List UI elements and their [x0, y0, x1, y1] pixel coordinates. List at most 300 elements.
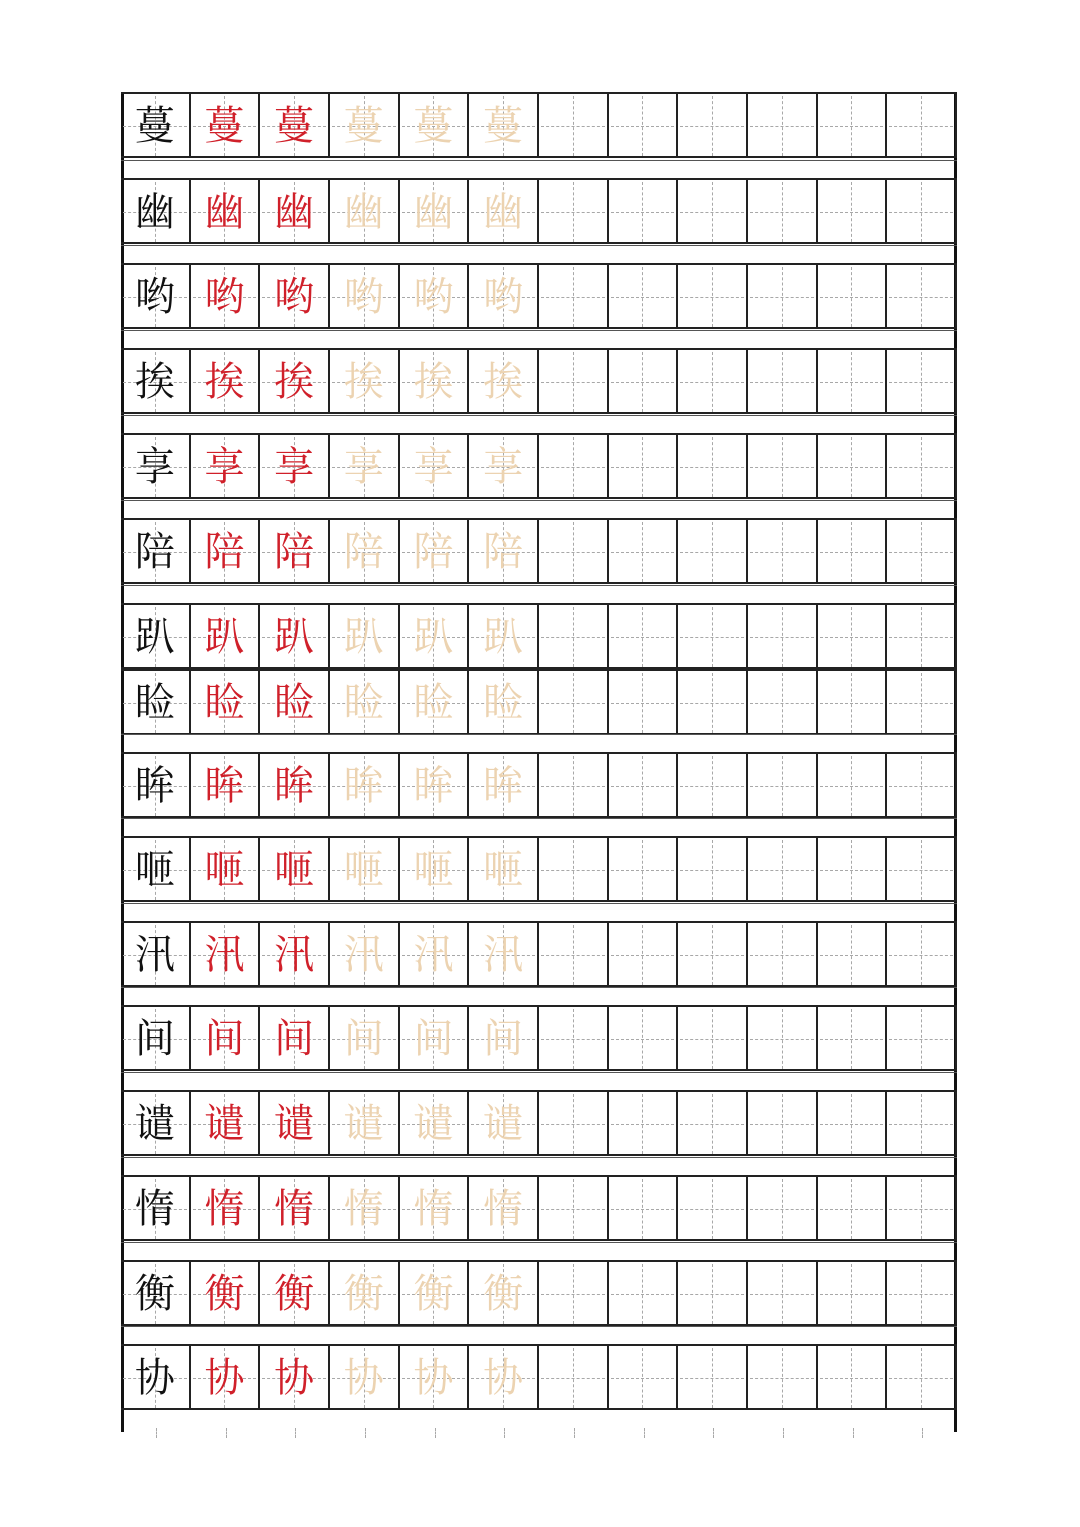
- writing-cell: [818, 180, 888, 244]
- trace-character: 陪: [483, 529, 524, 575]
- writing-cell: [121, 1177, 191, 1241]
- writing-cell: [539, 520, 609, 584]
- trace-character: 蔓: [483, 103, 524, 149]
- trace-character: 汛: [483, 932, 524, 978]
- writing-cell: [887, 435, 957, 499]
- writing-cell: [260, 923, 330, 987]
- writing-cell: [400, 1262, 470, 1326]
- red-example-character: 咂: [274, 847, 315, 893]
- trace-character: 咂: [413, 847, 454, 893]
- writing-cell: [191, 923, 261, 987]
- trace-character: 蔓: [413, 103, 454, 149]
- gap-rule: [121, 1072, 957, 1073]
- writing-cell: [469, 435, 539, 499]
- model-character: 谴: [134, 1101, 175, 1147]
- writing-cell: [330, 671, 400, 735]
- writing-cell: [678, 838, 748, 902]
- model-character: 眸: [134, 763, 175, 809]
- gap-rule: [121, 245, 957, 246]
- trace-character: 惰: [483, 1186, 524, 1232]
- red-example-character: 挨: [204, 359, 245, 405]
- trace-character: 享: [483, 444, 524, 490]
- writing-cell: [191, 1007, 261, 1071]
- writing-cell: [330, 350, 400, 414]
- gap-rule: [121, 160, 957, 161]
- gap-rule: [121, 500, 957, 501]
- bottom-partial-row: [121, 1428, 957, 1438]
- writing-cell: [609, 520, 679, 584]
- writing-cell: [330, 1177, 400, 1241]
- writing-cell: [260, 1177, 330, 1241]
- writing-cell: [887, 1007, 957, 1071]
- writing-cell: [260, 605, 330, 669]
- writing-cell: [469, 265, 539, 329]
- writing-cell: [818, 671, 888, 735]
- writing-cell: [330, 94, 400, 158]
- model-character: 趴: [134, 614, 175, 660]
- writing-cell: [260, 265, 330, 329]
- trace-character: 眸: [483, 763, 524, 809]
- gap-rule: [121, 734, 957, 735]
- writing-cell: [887, 520, 957, 584]
- cell-tick: [574, 1428, 576, 1438]
- writing-cell: [539, 1177, 609, 1241]
- red-example-character: 陪: [274, 529, 315, 575]
- writing-cell: [260, 1346, 330, 1410]
- practice-row: [121, 92, 957, 158]
- writing-cell: [400, 1346, 470, 1410]
- writing-cell: [191, 671, 261, 735]
- model-character: 惰: [134, 1186, 175, 1232]
- trace-character: 挨: [413, 359, 454, 405]
- red-example-character: 睑: [274, 680, 315, 726]
- writing-cell: [539, 605, 609, 669]
- writing-cell: [818, 1007, 888, 1071]
- writing-cell: [330, 754, 400, 818]
- writing-cell: [330, 435, 400, 499]
- cell-tick: [922, 1428, 924, 1438]
- practice-sheet: [121, 92, 957, 1432]
- writing-cell: [818, 350, 888, 414]
- trace-character: 挨: [343, 359, 384, 405]
- row-bottom-rule: [121, 900, 957, 902]
- trace-character: 汛: [413, 932, 454, 978]
- writing-cell: [887, 1262, 957, 1326]
- practice-row: [121, 603, 957, 669]
- writing-cell: [121, 605, 191, 669]
- trace-character: 衡: [413, 1271, 454, 1317]
- row-bottom-rule: [121, 327, 957, 329]
- writing-cell: [191, 1177, 261, 1241]
- writing-cell: [818, 265, 888, 329]
- writing-cell: [469, 180, 539, 244]
- writing-cell: [609, 1177, 679, 1241]
- writing-cell: [748, 180, 818, 244]
- trace-character: 幽: [413, 189, 454, 235]
- writing-cell: [400, 923, 470, 987]
- writing-cell: [121, 94, 191, 158]
- writing-cell: [469, 1177, 539, 1241]
- cell-tick: [853, 1428, 855, 1438]
- writing-cell: [191, 1092, 261, 1156]
- writing-cell: [191, 754, 261, 818]
- writing-cell: [191, 350, 261, 414]
- writing-cell: [400, 1177, 470, 1241]
- red-example-character: 幽: [204, 189, 245, 235]
- writing-cell: [887, 671, 957, 735]
- writing-cell: [609, 671, 679, 735]
- writing-cell: [191, 265, 261, 329]
- row-bottom-rule: [121, 1408, 957, 1410]
- writing-cell: [539, 435, 609, 499]
- trace-character: 趴: [343, 614, 384, 660]
- practice-row: [121, 263, 957, 329]
- red-example-character: 惰: [204, 1186, 245, 1232]
- cell-tick: [644, 1428, 646, 1438]
- practice-row: [121, 836, 957, 902]
- model-character: 间: [134, 1016, 175, 1062]
- red-example-character: 间: [204, 1016, 245, 1062]
- writing-cell: [121, 838, 191, 902]
- trace-character: 汛: [343, 932, 384, 978]
- writing-cell: [469, 1092, 539, 1156]
- writing-cell: [330, 180, 400, 244]
- red-example-character: 趴: [274, 614, 315, 660]
- writing-cell: [678, 1092, 748, 1156]
- writing-cell: [887, 350, 957, 414]
- writing-cell: [678, 1007, 748, 1071]
- writing-cell: [678, 520, 748, 584]
- writing-cell: [400, 838, 470, 902]
- writing-cell: [260, 94, 330, 158]
- writing-cell: [400, 1007, 470, 1071]
- writing-cell: [191, 520, 261, 584]
- row-bottom-rule: [121, 242, 957, 244]
- writing-cell: [609, 435, 679, 499]
- red-example-character: 哟: [204, 274, 245, 320]
- writing-cell: [609, 180, 679, 244]
- trace-character: 衡: [343, 1271, 384, 1317]
- writing-cell: [539, 671, 609, 735]
- red-example-character: 哟: [274, 274, 315, 320]
- red-example-character: 惰: [274, 1186, 315, 1232]
- writing-cell: [887, 605, 957, 669]
- writing-cell: [400, 94, 470, 158]
- writing-cell: [678, 180, 748, 244]
- writing-cell: [609, 265, 679, 329]
- writing-cell: [469, 350, 539, 414]
- writing-cell: [539, 754, 609, 818]
- writing-cell: [818, 838, 888, 902]
- writing-cell: [260, 671, 330, 735]
- red-example-character: 睑: [204, 680, 245, 726]
- red-example-character: 谴: [274, 1101, 315, 1147]
- writing-cell: [330, 520, 400, 584]
- writing-cell: [748, 923, 818, 987]
- writing-cell: [678, 754, 748, 818]
- writing-cell: [400, 754, 470, 818]
- writing-cell: [469, 94, 539, 158]
- row-bottom-rule: [121, 412, 957, 414]
- writing-cell: [121, 520, 191, 584]
- writing-cell: [678, 605, 748, 669]
- writing-cell: [330, 923, 400, 987]
- model-character: 挨: [134, 359, 175, 405]
- writing-cell: [748, 605, 818, 669]
- writing-cell: [539, 94, 609, 158]
- writing-cell: [260, 180, 330, 244]
- writing-cell: [469, 605, 539, 669]
- writing-cell: [887, 754, 957, 818]
- writing-cell: [818, 923, 888, 987]
- cell-tick: [156, 1428, 158, 1438]
- writing-cell: [539, 1092, 609, 1156]
- row-bottom-rule: [121, 497, 957, 499]
- writing-cell: [748, 265, 818, 329]
- writing-cell: [748, 754, 818, 818]
- model-character: 陪: [134, 529, 175, 575]
- writing-cell: [400, 350, 470, 414]
- practice-row: [121, 1090, 957, 1156]
- red-example-character: 蔓: [204, 103, 245, 149]
- writing-cell: [121, 1346, 191, 1410]
- trace-character: 趴: [483, 614, 524, 660]
- writing-cell: [539, 1007, 609, 1071]
- writing-cell: [400, 1092, 470, 1156]
- gap-rule: [121, 818, 957, 819]
- trace-character: 眸: [343, 763, 384, 809]
- writing-cell: [609, 605, 679, 669]
- writing-cell: [609, 1346, 679, 1410]
- model-character: 哟: [134, 274, 175, 320]
- trace-character: 陪: [343, 529, 384, 575]
- trace-character: 谴: [343, 1101, 384, 1147]
- gap-rule: [121, 987, 957, 988]
- cell-tick: [783, 1428, 785, 1438]
- writing-cell: [678, 1262, 748, 1326]
- cell-tick: [295, 1428, 297, 1438]
- red-example-character: 咂: [204, 847, 245, 893]
- cell-tick: [226, 1428, 228, 1438]
- writing-cell: [260, 350, 330, 414]
- trace-character: 哟: [343, 274, 384, 320]
- trace-character: 幽: [343, 189, 384, 235]
- writing-cell: [121, 671, 191, 735]
- writing-cell: [678, 350, 748, 414]
- writing-cell: [887, 1092, 957, 1156]
- writing-cell: [400, 520, 470, 584]
- model-character: 蔓: [134, 103, 175, 149]
- practice-row: [121, 1005, 957, 1071]
- writing-cell: [539, 350, 609, 414]
- writing-cell: [678, 94, 748, 158]
- model-character: 睑: [134, 680, 175, 726]
- writing-cell: [748, 1346, 818, 1410]
- trace-character: 惰: [413, 1186, 454, 1232]
- model-character: 享: [134, 444, 175, 490]
- writing-cell: [887, 265, 957, 329]
- trace-character: 趴: [413, 614, 454, 660]
- writing-cell: [121, 1262, 191, 1326]
- writing-cell: [191, 1262, 261, 1326]
- writing-cell: [887, 94, 957, 158]
- writing-cell: [400, 265, 470, 329]
- trace-character: 陪: [413, 529, 454, 575]
- gap-rule: [121, 1326, 957, 1327]
- trace-character: 哟: [483, 274, 524, 320]
- writing-cell: [191, 605, 261, 669]
- writing-cell: [330, 838, 400, 902]
- writing-cell: [678, 265, 748, 329]
- writing-cell: [539, 838, 609, 902]
- writing-cell: [748, 350, 818, 414]
- writing-cell: [678, 435, 748, 499]
- trace-character: 协: [343, 1355, 384, 1401]
- writing-cell: [887, 838, 957, 902]
- trace-character: 蔓: [343, 103, 384, 149]
- writing-cell: [469, 754, 539, 818]
- row-bottom-rule: [121, 1239, 957, 1241]
- trace-character: 惰: [343, 1186, 384, 1232]
- model-character: 咂: [134, 847, 175, 893]
- cell-tick: [713, 1428, 715, 1438]
- practice-row: [121, 1175, 957, 1241]
- trace-character: 间: [343, 1016, 384, 1062]
- writing-cell: [400, 180, 470, 244]
- writing-cell: [539, 265, 609, 329]
- writing-cell: [121, 180, 191, 244]
- gap-rule: [121, 415, 957, 416]
- trace-character: 眸: [413, 763, 454, 809]
- writing-cell: [330, 1092, 400, 1156]
- red-example-character: 汛: [274, 932, 315, 978]
- writing-cell: [678, 1346, 748, 1410]
- writing-cell: [469, 671, 539, 735]
- red-example-character: 协: [204, 1355, 245, 1401]
- writing-cell: [887, 1177, 957, 1241]
- writing-cell: [539, 1262, 609, 1326]
- cell-tick: [504, 1428, 506, 1438]
- writing-cell: [191, 838, 261, 902]
- writing-cell: [121, 265, 191, 329]
- writing-cell: [121, 435, 191, 499]
- trace-character: 衡: [483, 1271, 524, 1317]
- model-character: 汛: [134, 932, 175, 978]
- writing-cell: [609, 754, 679, 818]
- writing-cell: [469, 838, 539, 902]
- writing-cell: [748, 671, 818, 735]
- trace-character: 协: [483, 1355, 524, 1401]
- writing-cell: [539, 1346, 609, 1410]
- writing-cell: [539, 923, 609, 987]
- model-character: 幽: [134, 189, 175, 235]
- writing-cell: [818, 1262, 888, 1326]
- writing-cell: [609, 923, 679, 987]
- writing-cell: [818, 520, 888, 584]
- practice-row: [121, 1344, 957, 1410]
- writing-cell: [748, 94, 818, 158]
- writing-cell: [121, 1092, 191, 1156]
- row-bottom-rule: [121, 1154, 957, 1156]
- trace-character: 幽: [483, 189, 524, 235]
- writing-cell: [748, 435, 818, 499]
- trace-character: 间: [413, 1016, 454, 1062]
- gap-rule: [121, 1242, 957, 1243]
- red-example-character: 享: [204, 444, 245, 490]
- red-example-character: 谴: [204, 1101, 245, 1147]
- writing-cell: [887, 180, 957, 244]
- writing-cell: [191, 94, 261, 158]
- gap-rule: [121, 330, 957, 331]
- writing-cell: [818, 1346, 888, 1410]
- writing-cell: [887, 1346, 957, 1410]
- writing-cell: [818, 94, 888, 158]
- writing-cell: [469, 1007, 539, 1071]
- red-example-character: 享: [274, 444, 315, 490]
- red-example-character: 陪: [204, 529, 245, 575]
- row-bottom-rule: [121, 582, 957, 584]
- writing-cell: [260, 1262, 330, 1326]
- trace-character: 咂: [343, 847, 384, 893]
- writing-cell: [818, 1092, 888, 1156]
- writing-cell: [469, 923, 539, 987]
- red-example-character: 间: [274, 1016, 315, 1062]
- writing-cell: [748, 1092, 818, 1156]
- row-bottom-rule: [121, 156, 957, 158]
- writing-cell: [469, 1346, 539, 1410]
- gap-rule: [121, 585, 957, 586]
- red-example-character: 眸: [204, 763, 245, 809]
- writing-cell: [330, 605, 400, 669]
- writing-cell: [260, 520, 330, 584]
- writing-cell: [400, 435, 470, 499]
- red-example-character: 幽: [274, 189, 315, 235]
- writing-cell: [260, 754, 330, 818]
- writing-cell: [191, 435, 261, 499]
- trace-character: 协: [413, 1355, 454, 1401]
- writing-cell: [748, 520, 818, 584]
- practice-row: [121, 433, 957, 499]
- writing-cell: [609, 1007, 679, 1071]
- writing-cell: [818, 754, 888, 818]
- model-character: 协: [134, 1355, 175, 1401]
- writing-cell: [260, 1092, 330, 1156]
- writing-cell: [121, 923, 191, 987]
- writing-cell: [748, 838, 818, 902]
- red-example-character: 蔓: [274, 103, 315, 149]
- trace-character: 享: [413, 444, 454, 490]
- trace-character: 睑: [483, 680, 524, 726]
- writing-cell: [609, 94, 679, 158]
- trace-character: 咂: [483, 847, 524, 893]
- red-example-character: 汛: [204, 932, 245, 978]
- red-example-character: 眸: [274, 763, 315, 809]
- trace-character: 谴: [483, 1101, 524, 1147]
- writing-cell: [400, 671, 470, 735]
- trace-character: 哟: [413, 274, 454, 320]
- writing-cell: [330, 1346, 400, 1410]
- writing-cell: [260, 1007, 330, 1071]
- writing-cell: [609, 1092, 679, 1156]
- cell-tick: [435, 1428, 437, 1438]
- writing-cell: [609, 1262, 679, 1326]
- writing-cell: [678, 671, 748, 735]
- writing-cell: [818, 435, 888, 499]
- writing-cell: [818, 605, 888, 669]
- writing-cell: [469, 1262, 539, 1326]
- writing-cell: [121, 1007, 191, 1071]
- red-example-character: 挨: [274, 359, 315, 405]
